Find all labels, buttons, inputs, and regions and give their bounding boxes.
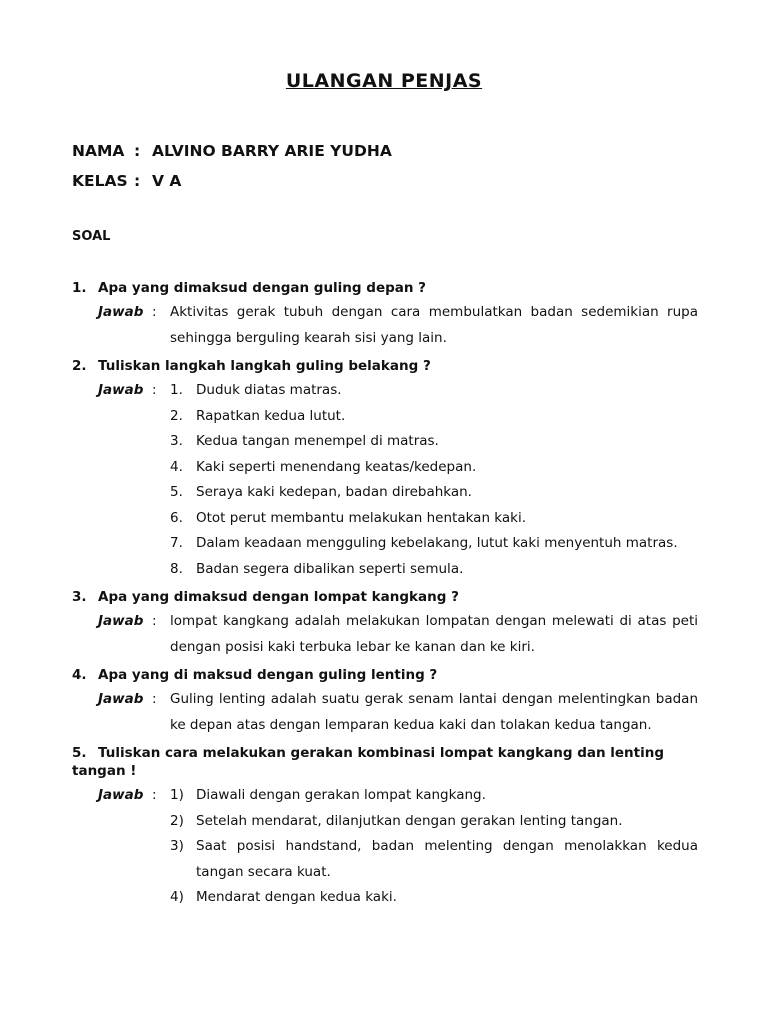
step-text: Seraya kaki kedepan, badan direbahkan. — [196, 484, 472, 500]
step-number: 6. — [170, 509, 183, 526]
step-item — [170, 404, 698, 430]
question-text — [72, 588, 698, 606]
question-number: 2. — [72, 358, 87, 374]
question-label: Apa yang dimaksud dengan guling depan ? — [98, 280, 427, 296]
jawab-label: Jawab — [98, 304, 144, 320]
step-number: 4) — [170, 889, 184, 905]
question-item — [72, 357, 698, 582]
question-number: 3. — [72, 589, 87, 605]
question-label: Apa yang dimaksud dengan lompat kangkang ? — [98, 589, 459, 605]
step-text: Setelah mendarat, dilanjutkan dengan gerakan lenting tangan. — [196, 812, 623, 829]
step-item — [170, 429, 698, 455]
step-text: Kaki seperti menendang keatas/kedepan. — [196, 458, 477, 475]
question-text — [72, 357, 698, 375]
step-text: Duduk diatas matras. — [196, 382, 342, 398]
question-list — [72, 279, 698, 917]
answer-block — [98, 609, 698, 660]
soal-heading: SOAL — [72, 229, 111, 244]
step-item — [170, 378, 698, 404]
step-text: Saat posisi handstand, badan melenting dengan menolakkan kedua tangan secara kuat. — [196, 838, 698, 880]
jawab-colon: : — [152, 382, 157, 398]
step-number: 1. — [170, 382, 183, 398]
jawab-label: Jawab — [98, 691, 144, 707]
step-item — [170, 480, 698, 506]
step-number: 3. — [170, 433, 183, 449]
jawab-label: Jawab — [98, 613, 144, 629]
question-text — [72, 744, 698, 780]
answer-text: Aktivitas gerak tubuh dengan cara membulatkan badan sedemikian rupa sehingga berguling kearah sisi yang lain. — [170, 304, 698, 346]
jawab-colon: : — [152, 613, 157, 629]
step-number: 8. — [170, 560, 183, 577]
nama-value: ALVINO BARRY ARIE YUDHA — [152, 142, 392, 160]
jawab-label: Jawab — [98, 787, 144, 803]
step-text: Dalam keadaan mengguling kebelakang, lutut kaki menyentuh matras. — [196, 535, 678, 551]
step-number: 5. — [170, 484, 183, 500]
jawab-label: Jawab — [98, 382, 144, 398]
step-item — [170, 557, 698, 583]
nama-label: NAMA — [72, 142, 125, 160]
answer-block — [98, 378, 698, 582]
answer-block — [98, 783, 698, 911]
step-item — [170, 885, 698, 911]
answer-block — [98, 687, 698, 738]
step-number: 7. — [170, 535, 183, 551]
step-item — [170, 531, 698, 557]
step-item — [170, 809, 698, 835]
step-text: Mendarat dengan kedua kaki. — [196, 889, 397, 905]
jawab-colon: : — [152, 304, 157, 320]
question-label: Tuliskan cara melakukan gerakan kombinasi lompat kangkang dan lenting tangan ! — [72, 745, 665, 779]
step-number: 1) — [170, 787, 184, 803]
question-number: 1. — [72, 280, 87, 296]
question-item — [72, 666, 698, 738]
step-item — [170, 506, 698, 532]
kelas-value: V A — [152, 172, 182, 190]
step-number: 3) — [170, 838, 184, 854]
question-label: Apa yang di maksud dengan guling lenting ? — [98, 667, 438, 683]
step-item — [170, 783, 698, 809]
step-number: 2) — [170, 812, 184, 829]
question-label: Tuliskan langkah langkah guling belakang ? — [98, 358, 431, 374]
question-item — [72, 744, 698, 911]
step-text: Kedua tangan menempel di matras. — [196, 433, 439, 449]
question-item — [72, 588, 698, 660]
step-number: 2. — [170, 407, 183, 424]
question-text — [72, 666, 698, 684]
nama-line — [72, 142, 392, 160]
question-text — [72, 279, 698, 297]
step-text: Diawali dengan gerakan lompat kangkang. — [196, 787, 486, 803]
question-number: 4. — [72, 667, 87, 683]
document-title: ULANGAN PENJAS — [285, 70, 483, 92]
answer-text: lompat kangkang adalah melakukan lompatan dengan melewati di atas peti dengan posisi kaki terbuka lebar ke kanan dan ke kiri. — [170, 613, 698, 655]
kelas-line — [72, 172, 181, 190]
step-item — [170, 455, 698, 481]
kelas-colon: : — [134, 172, 141, 190]
question-number: 5. — [72, 745, 87, 761]
answer-text: Guling lenting adalah suatu gerak senam lantai dengan melentingkan badan ke depan atas dengan lemparan kedua kaki dan tolakan kedua tangan. — [170, 691, 698, 733]
question-item — [72, 279, 698, 351]
answer-block — [98, 300, 698, 351]
step-number: 4. — [170, 458, 183, 475]
step-text: Otot perut membantu melakukan hentakan kaki. — [196, 509, 527, 526]
step-item — [170, 834, 698, 885]
step-text: Rapatkan kedua lutut. — [196, 407, 346, 424]
jawab-colon: : — [152, 691, 157, 707]
jawab-colon: : — [152, 787, 157, 803]
step-text: Badan segera dibalikan seperti semula. — [196, 560, 464, 577]
nama-colon: : — [134, 142, 141, 160]
kelas-label: KELAS — [72, 172, 128, 190]
